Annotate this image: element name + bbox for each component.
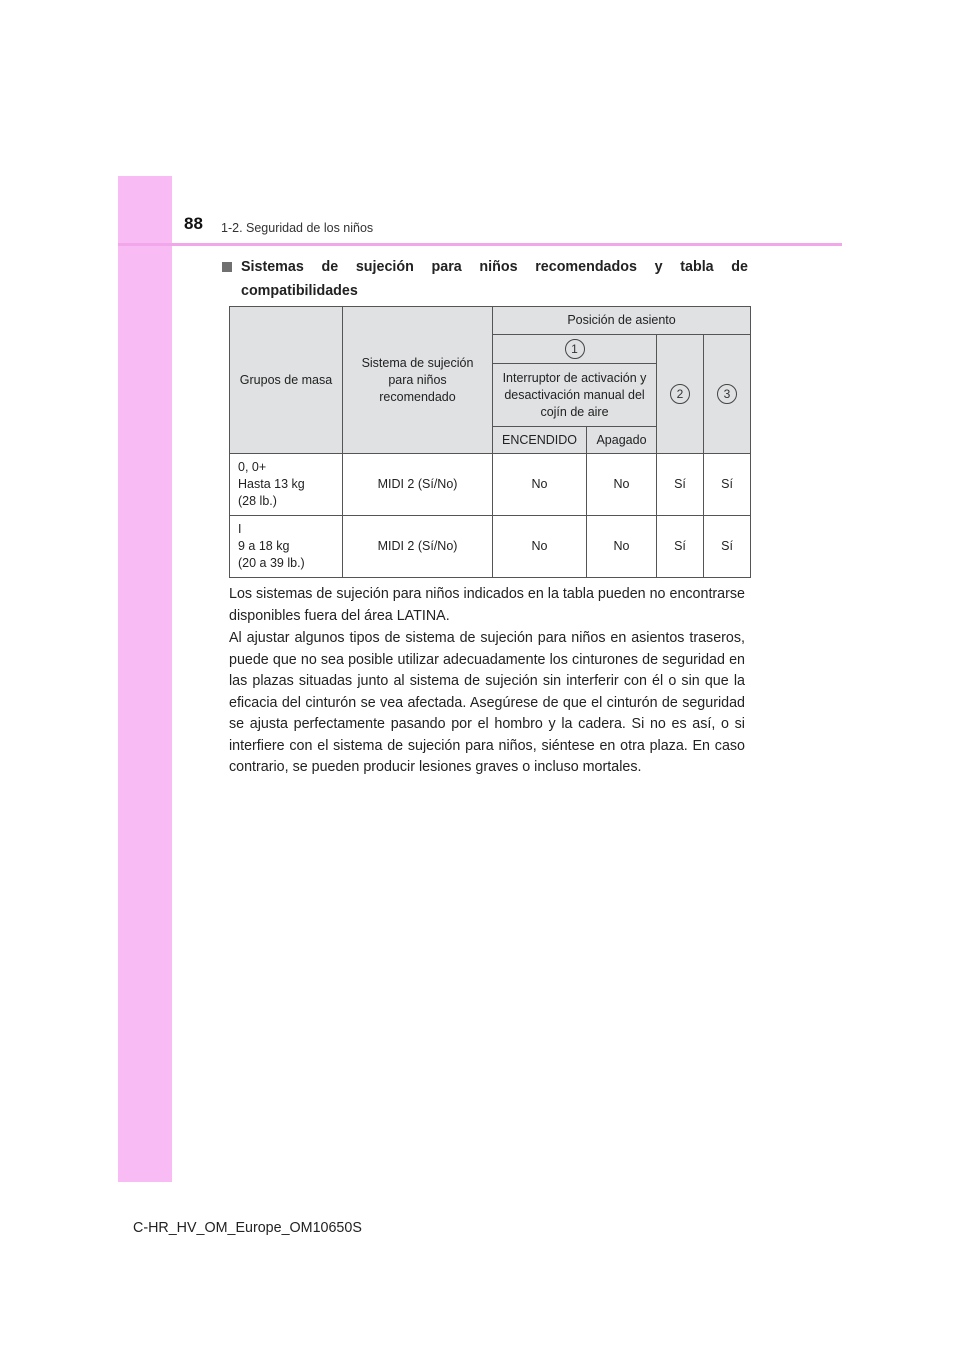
table-row (230, 454, 751, 516)
cell-position-3: Sí (704, 516, 751, 578)
group-label: 0, 0+ (238, 460, 267, 474)
group-weight-lb: (28 lb.) (238, 494, 277, 508)
section-title (222, 255, 748, 303)
section-title-line2: compatibilidades (241, 283, 358, 299)
position-1-icon: 1 (565, 339, 585, 359)
cell-position-2: Sí (657, 516, 704, 578)
header-airbag-switch (493, 364, 657, 427)
header-switch-on: ENCENDIDO (493, 427, 587, 454)
cell-system: MIDI 2 (Sí/No) (343, 454, 493, 516)
header-position-1 (493, 335, 657, 364)
cell-switch-off: No (587, 454, 657, 516)
group-weight: Hasta 13 kg (238, 477, 305, 491)
cell-switch-on: No (493, 516, 587, 578)
cell-switch-on: No (493, 454, 587, 516)
section-title-line1: Sistemas de sujeción para niños recomendados y tabla de (241, 259, 748, 275)
header-switch-off: Apagado (587, 427, 657, 454)
chapter-title: 1-2. Seguridad de los niños (221, 221, 374, 235)
cell-mass-group (230, 516, 343, 578)
header-airbag-switch-text: Interruptor de activación y desactivación manual del cojín de aire (502, 370, 647, 419)
paragraph-warning: Al ajustar algunos tipos de sistema de sujeción para niños en asientos traseros, puede que no sea posible utilizar adecuadamente los cinturones de seguridad en las plazas situadas junto al sistema de sujeción sin interferir con él o sin que la eficacia del cinturón se vea afectada. Asegúrese de que el cinturón de seguridad se ajusta perfectamente pasando por el hombro y la cadera. Si no es así, o si interfiere con el sistema de sujeción para niños, siéntese en otra plaza. En caso contrario, se pueden producir lesiones graves o incluso mortales. (229, 630, 745, 775)
compatibility-table (229, 306, 751, 578)
side-tab-band (118, 176, 172, 1182)
paragraph-availability: Los sistemas de sujeción para niños indicados en la tabla pueden no encontrarse disponibles fuera del área LATINA. (229, 586, 745, 624)
group-weight-lb: (20 a 39 lb.) (238, 556, 305, 570)
header-seat-position: Posición de asiento (493, 307, 751, 335)
header-position-2 (657, 335, 704, 454)
page-number: 88 (184, 214, 203, 233)
table-row (230, 516, 751, 578)
cell-switch-off: No (587, 516, 657, 578)
cell-position-3: Sí (704, 454, 751, 516)
cell-system: MIDI 2 (Sí/No) (343, 516, 493, 578)
group-weight: 9 a 18 kg (238, 539, 290, 553)
header-restraint-system-text: Sistema de sujeción para niños recomendado (361, 355, 474, 404)
footer-doc-code: C-HR_HV_OM_Europe_OM10650S (133, 1220, 362, 1236)
header-rule (118, 243, 842, 246)
header-restraint-system (343, 307, 493, 454)
header-mass-groups: Grupos de masa (230, 307, 343, 454)
group-label: I (238, 522, 242, 536)
square-bullet-icon (222, 262, 232, 272)
header-position-3 (704, 335, 751, 454)
position-3-icon: 3 (717, 384, 737, 404)
position-2-icon: 2 (670, 384, 690, 404)
cell-position-2: Sí (657, 454, 704, 516)
cell-mass-group (230, 454, 343, 516)
